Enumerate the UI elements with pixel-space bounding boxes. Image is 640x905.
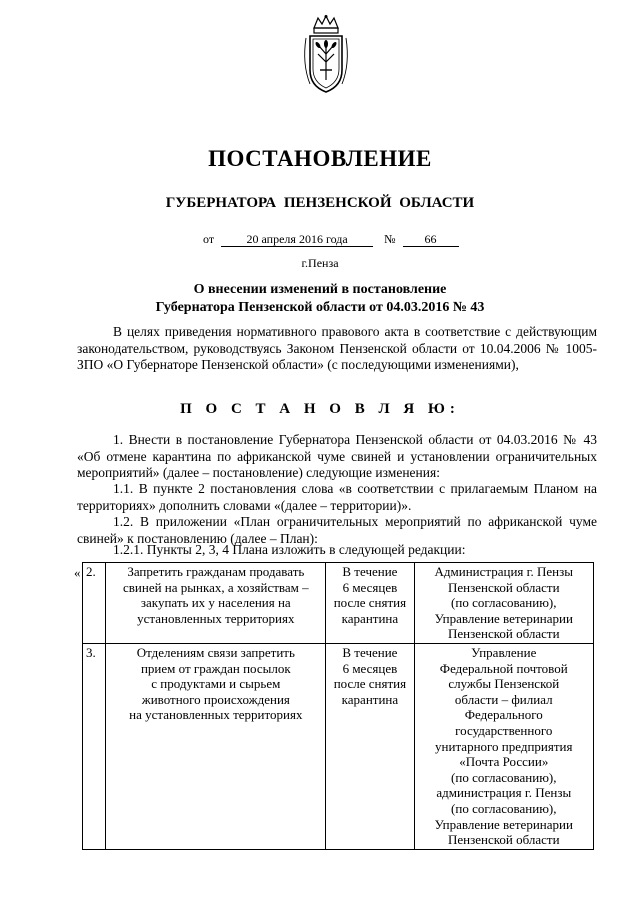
page-title: ПОСТАНОВЛЕНИЕ — [208, 146, 432, 171]
table-cell-responsible-line: Пензенской области — [447, 579, 560, 595]
number-prefix: № — [384, 232, 396, 246]
table-cell-term-line: В течение — [342, 564, 398, 579]
table-cell-responsible-line: области – филиал — [454, 691, 553, 707]
item-1-1-paragraph: 1.1. В пункте 2 постановления слова «в соответствии с прилагаемым Планом на территориях» дополнить словами «(далее – территории)». — [77, 481, 597, 513]
table-cell-term — [326, 563, 414, 644]
table-cell-measure-line: Запретить гражданам продавать — [127, 564, 305, 579]
document-heading — [0, 281, 640, 317]
table-cell-measure — [106, 563, 326, 644]
table-cell-responsible — [414, 563, 593, 644]
item-1-paragraph: 1. Внести в постановление Губернатора Пензенской области от 04.03.2016 № 43 «Об отмене карантина по африканской чуме свиней и установлении ограничительных мероприятий» (далее – постановление) следующие изменения: — [77, 432, 597, 480]
table-cell-term-line: В течение — [342, 644, 398, 660]
table-row — [83, 643, 594, 849]
table-cell-responsible-line: «Почта России» — [459, 754, 549, 770]
table-cell-responsible-line: (по согласованию), — [451, 595, 557, 611]
table-cell-term-line: 6 месяцев — [342, 660, 398, 676]
table-cell-responsible-line: Федерального — [464, 707, 543, 723]
table-cell-number: 3. — [83, 643, 106, 849]
table-cell-term-line: 6 месяцев — [342, 579, 398, 595]
table-cell-responsible-line: Управление ветеринарии — [434, 610, 573, 626]
table-cell-responsible-line: государственного — [455, 722, 553, 738]
opening-quote-mark: « — [74, 565, 81, 580]
date-number-line — [203, 232, 459, 247]
number-field: 66 — [403, 232, 459, 247]
table-cell-responsible — [414, 643, 593, 849]
table-cell-responsible-line: администрация г. Пензы — [436, 785, 572, 801]
table-cell-measure-line: прием от граждан посылок — [140, 660, 291, 676]
table-cell-number: 2. — [83, 563, 106, 644]
table-cell-term — [326, 643, 414, 849]
table-cell-responsible-line: (по согласованию), — [451, 800, 557, 816]
city-label: г.Пенза — [301, 256, 339, 270]
issuer-subtitle: ГУБЕРНАТОРА ПЕНЗЕНСКОЙ ОБЛАСТИ — [165, 195, 475, 211]
table-cell-responsible-line: Управление — [471, 644, 537, 660]
table-cell-responsible-line: (по согласованию), — [451, 769, 557, 785]
table-cell-responsible-line: Федеральной почтовой — [439, 660, 568, 676]
table-cell-responsible-line: Управление ветеринарии — [434, 816, 573, 832]
table-cell-measure-line: животного происхождения — [141, 691, 290, 707]
table-cell-responsible-line: службы Пензенской — [448, 676, 560, 692]
table-cell-term-line: карантина — [341, 610, 399, 626]
table-cell-measure — [106, 643, 326, 849]
table-cell-responsible-line: Администрация г. Пензы — [434, 564, 573, 579]
table-row — [83, 563, 594, 644]
table-cell-term-line: после снятия — [333, 595, 407, 611]
date-prefix: от — [203, 232, 215, 246]
table-cell-measure-line: закупать их у населения на — [140, 595, 291, 611]
table-cell-term-line: карантина — [341, 691, 399, 707]
decree-heading: П О С Т А Н О В Л Я Ю: — [180, 401, 460, 417]
table-cell-responsible-line: унитарного предприятия — [435, 738, 573, 754]
table-cell-measure-line: с продуктами и сырьем — [151, 676, 281, 692]
table-cell-term-line: после снятия — [333, 676, 407, 692]
document-heading-line-1: О внесении изменений в постановление — [193, 282, 447, 297]
plan-table — [82, 562, 594, 850]
penza-region-coat-of-arms-icon — [300, 14, 352, 96]
date-field: 20 апреля 2016 года — [221, 232, 373, 247]
table-cell-measure-line: свиней на рынках, а хозяйствам – — [123, 579, 309, 595]
item-1-2-1-paragraph: 1.2.1. Пункты 2, 3, 4 Плана изложить в следующей редакции: — [113, 542, 466, 557]
table-cell-measure-line: Отделениям связи запретить — [136, 644, 295, 660]
table-cell-responsible-line: Пензенской области — [447, 626, 560, 642]
table-cell-responsible-line: Пензенской области — [447, 832, 560, 848]
item-1-2-paragraph: 1.2. В приложении «План ограничительных мероприятий по африканской чуме свиней» к постановлению (далее – План): — [77, 514, 597, 546]
document-heading-line-2: Губернатора Пензенской области от 04.03.2016 № 43 — [155, 300, 485, 315]
table-cell-measure-line: на установленных территориях — [129, 707, 303, 723]
preamble-paragraph: В целях приведения нормативного правового акта в соответствие с действующим законодательством, руководствуясь Законом Пензенской области от 10.04.2006 № 1005-ЗПО «О Губернаторе Пензенской области» (с последующими изменениями), — [77, 324, 597, 372]
table-cell-measure-line: установленных территориях — [137, 610, 295, 626]
